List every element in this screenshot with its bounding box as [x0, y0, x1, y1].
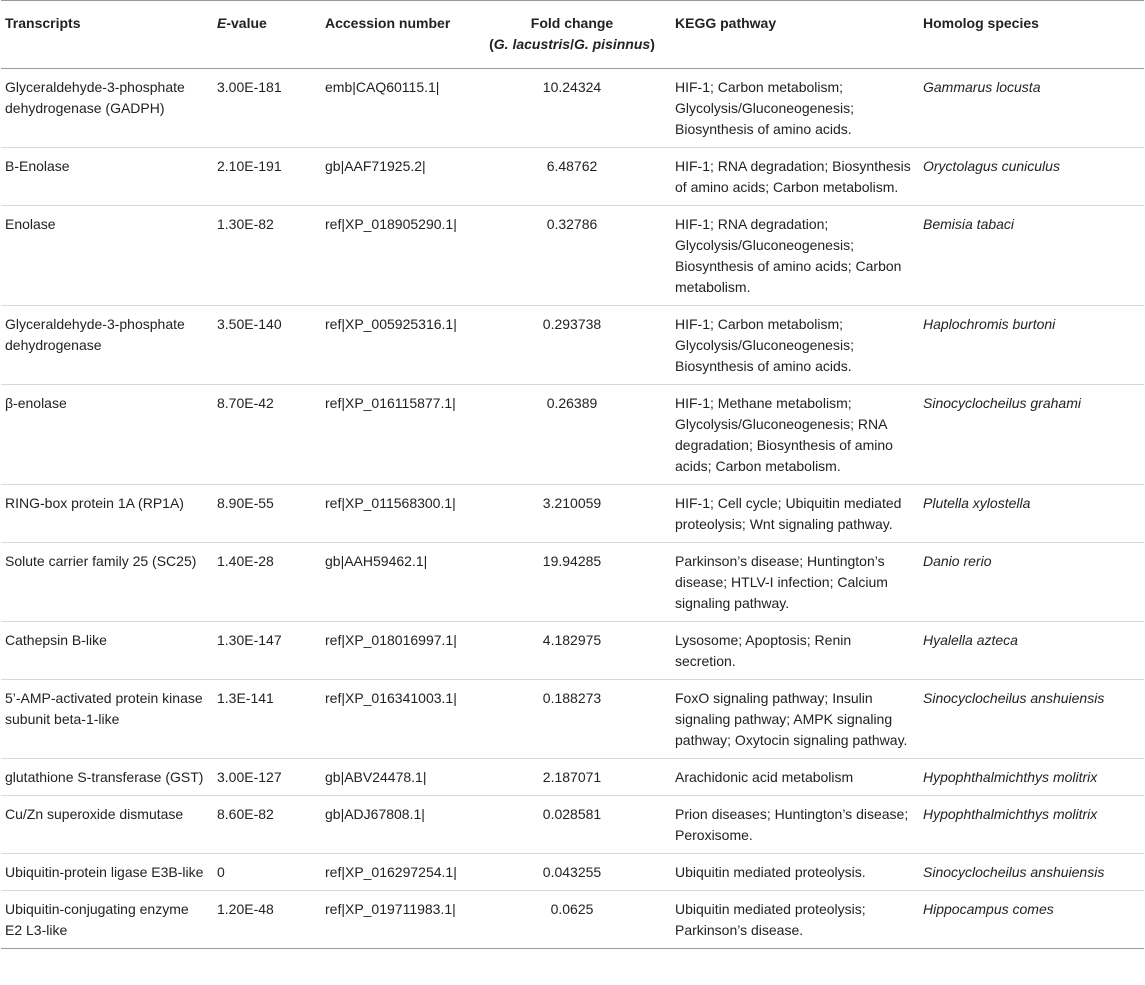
cell-kegg-pathway: FoxO signaling pathway; Insulin signaling pathway; AMPK signaling pathway; Oxytocin signaling pathway. [675, 690, 908, 748]
cell-kegg-pathway: HIF-1; RNA degradation; Glycolysis/Gluconeogenesis; Biosynthesis of amino acids; Carbon metabolism. [675, 216, 902, 295]
cell-homolog-species: Hypophthalmichthys molitrix [923, 806, 1098, 822]
cell-evalue: 3.00E-181 [217, 79, 282, 95]
header-evalue-e: E [217, 15, 227, 31]
cell-homolog-species: Danio rerio [923, 553, 992, 569]
cell-kegg-pathway: HIF-1; Carbon metabolism; Glycolysis/Gluconeogenesis; Biosynthesis of amino acids. [675, 79, 854, 137]
cell-evalue: 8.60E-82 [217, 806, 274, 822]
cell-evalue: 1.30E-147 [217, 632, 282, 648]
table-row [1, 759, 1144, 796]
header-fold-change-label: Fold change [530, 15, 614, 31]
cell-fold-change: 0.028581 [542, 806, 602, 822]
cell-accession: ref|XP_018905290.1| [325, 216, 457, 232]
cell-accession: ref|XP_019711983.1| [325, 901, 456, 917]
table-row [1, 622, 1144, 680]
table-row [1, 543, 1144, 622]
cell-evalue: 1.20E-48 [217, 901, 274, 917]
header-homolog: Homolog species [923, 15, 1039, 31]
header-fold-species-1: G. lacustris [493, 36, 571, 52]
transcripts-table [1, 0, 1144, 949]
cell-kegg-pathway: HIF-1; Methane metabolism; Glycolysis/Gluconeogenesis; RNA degradation; Biosynthesis of amino acids; Carbon metabolism. [675, 395, 893, 474]
cell-homolog-species: Hippocampus comes [923, 901, 1054, 917]
cell-kegg-pathway: Ubiquitin mediated proteolysis; Parkinson’s disease. [675, 901, 866, 938]
cell-transcript: Solute carrier family 25 (SC25) [5, 553, 197, 569]
header-fold-separator: / [570, 36, 574, 52]
cell-transcript: glutathione S-transferase (GST) [5, 769, 204, 785]
cell-fold-change: 10.24324 [542, 79, 602, 95]
cell-transcript: Glyceraldehyde-3-phosphate dehydrogenase [5, 316, 185, 353]
table-row [1, 796, 1144, 854]
cell-transcript: Glyceraldehyde-3-phosphate dehydrogenase (GADPH) [5, 79, 185, 116]
cell-evalue: 3.50E-140 [217, 316, 282, 332]
cell-accession: gb|AAH59462.1| [325, 553, 428, 569]
cell-fold-change: 0.043255 [542, 864, 602, 880]
header-fold-change [473, 1, 671, 69]
cell-transcript: B-Enolase [5, 158, 70, 174]
cell-fold-change: 2.187071 [542, 769, 602, 785]
cell-homolog-species: Hypophthalmichthys molitrix [923, 769, 1098, 785]
cell-fold-change: 4.182975 [542, 632, 602, 648]
cell-homolog-species: Hyalella azteca [923, 632, 1018, 648]
cell-kegg-pathway: HIF-1; RNA degradation; Biosynthesis of amino acids; Carbon metabolism. [675, 158, 911, 195]
cell-homolog-species: Sinocyclocheilus anshuiensis [923, 864, 1105, 880]
cell-transcript: Cathepsin B-like [5, 632, 107, 648]
cell-evalue: 1.40E-28 [217, 553, 274, 569]
cell-kegg-pathway: Ubiquitin mediated proteolysis. [675, 864, 866, 880]
cell-evalue: 8.70E-42 [217, 395, 274, 411]
cell-transcript: Enolase [5, 216, 56, 232]
cell-kegg-pathway: Prion diseases; Huntington’s disease; Peroxisome. [675, 806, 909, 843]
cell-accession: gb|AAF71925.2| [325, 158, 426, 174]
cell-accession: gb|ABV24478.1| [325, 769, 427, 785]
cell-evalue: 8.90E-55 [217, 495, 274, 511]
cell-fold-change: 0.26389 [546, 395, 598, 411]
cell-fold-change: 0.293738 [542, 316, 602, 332]
header-transcripts: Transcripts [5, 15, 81, 31]
table-row [1, 385, 1144, 485]
cell-homolog-species: Sinocyclocheilus grahami [923, 395, 1081, 411]
cell-accession: emb|CAQ60115.1| [325, 79, 440, 95]
cell-fold-change: 6.48762 [546, 158, 598, 174]
table-row [1, 206, 1144, 306]
header-kegg: KEGG pathway [675, 15, 777, 31]
cell-accession: ref|XP_018016997.1| [325, 632, 457, 648]
cell-evalue: 1.3E-141 [217, 690, 274, 706]
header-fold-species-2: G. pisinnus [573, 36, 651, 52]
cell-fold-change: 0.188273 [542, 690, 602, 706]
cell-transcript: Ubiquitin-conjugating enzyme E2 L3-like [5, 901, 189, 938]
cell-accession: ref|XP_011568300.1| [325, 495, 456, 511]
header-fold-change-ratio [477, 34, 667, 55]
cell-homolog-species: Bemisia tabaci [923, 216, 1015, 232]
header-fold-paren-close: ) [650, 36, 655, 52]
header-accession: Accession number [325, 15, 451, 31]
header-evalue [213, 1, 321, 69]
cell-accession: ref|XP_016115877.1| [325, 395, 456, 411]
cell-transcript: 5’-AMP-activated protein kinase subunit beta-1-like [5, 690, 203, 727]
cell-evalue: 0 [217, 864, 225, 880]
cell-transcript: RING-box protein 1A (RP1A) [5, 495, 184, 511]
table-row [1, 148, 1144, 206]
cell-evalue: 1.30E-82 [217, 216, 274, 232]
cell-evalue: 2.10E-191 [217, 158, 282, 174]
cell-homolog-species: Gammarus locusta [923, 79, 1041, 95]
cell-transcript: Cu/Zn superoxide dismutase [5, 806, 184, 822]
cell-fold-change: 0.0625 [550, 901, 594, 917]
cell-fold-change: 0.32786 [546, 216, 598, 232]
table-row [1, 891, 1144, 949]
cell-kegg-pathway: Parkinson’s disease; Huntington’s disease; HTLV-I infection; Calcium signaling pathway. [675, 553, 888, 611]
table-row [1, 485, 1144, 543]
cell-homolog-species: Sinocyclocheilus anshuiensis [923, 690, 1105, 706]
cell-fold-change: 19.94285 [542, 553, 602, 569]
cell-accession: gb|ADJ67808.1| [325, 806, 425, 822]
header-fold-paren-open: ( [489, 36, 494, 52]
table-header-row [1, 1, 1144, 69]
cell-transcript: Ubiquitin-protein ligase E3B-like [5, 864, 204, 880]
cell-fold-change: 3.210059 [542, 495, 602, 511]
cell-transcript: β-enolase [5, 395, 67, 411]
cell-kegg-pathway: Arachidonic acid metabolism [675, 769, 854, 785]
cell-homolog-species: Haplochromis burtoni [923, 316, 1056, 332]
cell-accession: ref|XP_016341003.1| [325, 690, 457, 706]
table-row [1, 69, 1144, 148]
cell-kegg-pathway: HIF-1; Carbon metabolism; Glycolysis/Gluconeogenesis; Biosynthesis of amino acids. [675, 316, 854, 374]
cell-homolog-species: Oryctolagus cuniculus [923, 158, 1060, 174]
table-row [1, 680, 1144, 759]
cell-homolog-species: Plutella xylostella [923, 495, 1031, 511]
table-row [1, 306, 1144, 385]
header-evalue-rest: -value [226, 15, 267, 31]
cell-kegg-pathway: HIF-1; Cell cycle; Ubiquitin mediated proteolysis; Wnt signaling pathway. [675, 495, 902, 532]
cell-accession: ref|XP_005925316.1| [325, 316, 457, 332]
cell-accession: ref|XP_016297254.1| [325, 864, 457, 880]
cell-evalue: 3.00E-127 [217, 769, 282, 785]
table-row [1, 854, 1144, 891]
cell-kegg-pathway: Lysosome; Apoptosis; Renin secretion. [675, 632, 852, 669]
